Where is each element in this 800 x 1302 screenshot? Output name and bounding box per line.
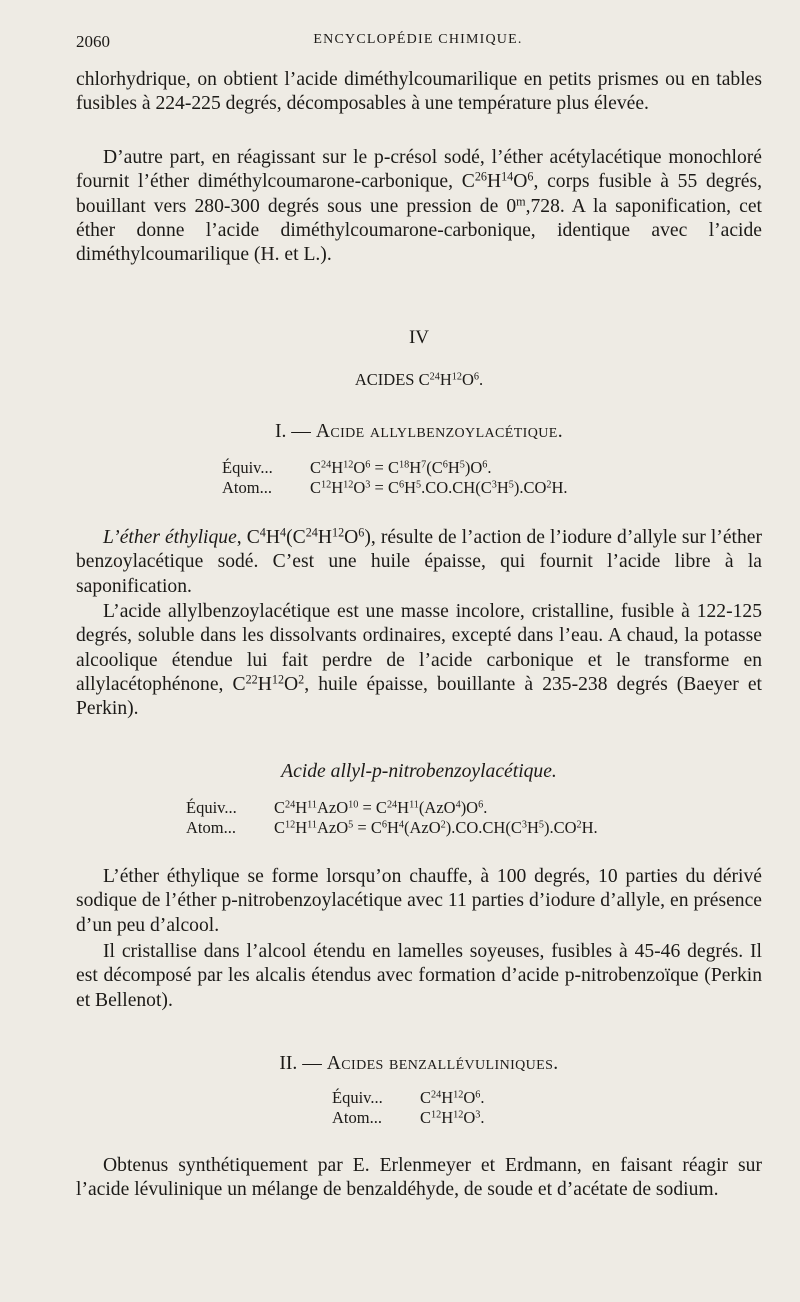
- formula-superscript: 6: [442, 459, 448, 471]
- formula-superscript: 11: [409, 799, 419, 811]
- formula-text: C: [420, 1108, 432, 1127]
- formula-text: = C: [370, 458, 399, 477]
- formula-text: H.: [551, 478, 568, 497]
- subheading-allylbenzoylacetique: I. — Acide allylbenzoylacétique.: [274, 421, 564, 442]
- formula-text: AzO: [317, 798, 349, 817]
- formula-text: C: [310, 478, 322, 497]
- formula-text: (AzO: [418, 798, 456, 817]
- paragraph-1-text: chlorhydrique, on obtient l’acide diméthylcoumarilique en petits prismes ou en tables fusibles à 224-225 degrés, décomposables à une température plus élevée.: [76, 69, 762, 115]
- formula-text: C: [310, 458, 322, 477]
- formula-text: C: [274, 798, 286, 817]
- formula-superscript: 3: [491, 479, 497, 491]
- formula-superscript: 6: [381, 819, 387, 831]
- formula-text: = C: [353, 818, 382, 837]
- formula-text: .: [483, 798, 488, 817]
- formula-superscript: 12: [453, 1109, 464, 1121]
- formula-superscript: 5: [348, 819, 354, 831]
- paragraph-2: D’autre part, en réagissant sur le p-crésol sodé, l’éther acétylacétique monochloré fournit l’éther diméthylcoumarone-carbonique, $C^{26}H^{14}O^6$, corps fusible à 55 degrés, bouillant vers 280-300 degrés sous une pression de 0$^m$,728. A la saponification, cet éther donne l’acide diméthylcoumarone-carbonique, identique avec l’acide diméthylcoumarilique (H. et L.).: [76, 147, 762, 266]
- formula-superscript: 12: [431, 1109, 442, 1121]
- formula-text: (AzO: [403, 818, 441, 837]
- formula-superscript: 24: [285, 799, 296, 811]
- formula-superscript: 11: [307, 819, 317, 831]
- formula-text: H: [397, 798, 410, 817]
- paragraph-7: Obtenus synthétiquement par E. Erlenmeyer et Erdmann, en faisant réagir sur l’acide lévulinique un mélange de benzaldéhyde, de soude et d’acétate de sodium.: [76, 1155, 762, 1201]
- formula-text: H: [526, 818, 539, 837]
- formula-text: = C: [370, 478, 399, 497]
- formula-superscript: 12: [321, 479, 332, 491]
- paragraph-5: L’éther éthylique se forme lorsqu’on chauffe, à 100 degrés, 10 parties du dérivé sodique de l’éther p-nitrobenzoylacétique avec 11 parties d’iodure d’allyle, en présence d’un peu d’alcool.: [76, 866, 762, 936]
- formula-text: H: [331, 478, 344, 497]
- formula-superscript: 6: [365, 459, 371, 471]
- page-number: 2060: [76, 32, 110, 51]
- formula-superscript: 7: [421, 459, 427, 471]
- formula-superscript: 11: [307, 799, 317, 811]
- paragraph-3: L’éther éthylique, $C^4H^4(C^{24}H^{12}O^6)$, résulte de l’action de l’iodure d’allyle sur l’éther benzoylacétique sodé. C’est une huile épaisse, qui fournit l’acide libre à la saponification.: [76, 525, 762, 597]
- paragraph-6: Il cristallise dans l’alcool étendu en lamelles soyeuses, fusibles à 45-46 degrés. Il est décomposé par les alcalis étendus avec formation d’acide p-nitrobenzoïque (Perkin et Bellenot).: [76, 941, 762, 1011]
- paragraph-1: [76, 68, 762, 117]
- formula-text: C: [420, 1088, 432, 1107]
- formula-superscript: 4: [398, 819, 404, 831]
- section-numeral: IV: [408, 327, 430, 348]
- formula-superscript: 24: [431, 1089, 442, 1101]
- formula-equiv-row: Équiv... $C^{24}H^{12}O^6$.: [332, 1088, 485, 1107]
- formula-text: H: [441, 1108, 454, 1127]
- formula-superscript: 12: [343, 479, 354, 491]
- formula-text: )O: [464, 458, 483, 477]
- formula-text: .CO.CH(C: [421, 478, 492, 497]
- formula-text: ).CO.CH(C: [445, 818, 522, 837]
- formula-text: .: [487, 458, 492, 477]
- formula-text: O: [463, 1108, 476, 1127]
- formula-atom-row: Atom... $C^{12}H^{12}O^3 = C^6H^5.CO.CH(C^3H^5).CO^2H$.: [222, 478, 568, 497]
- formula-text: )O: [460, 798, 479, 817]
- formula-text: H: [295, 818, 308, 837]
- formula-superscript: 6: [482, 459, 488, 471]
- formula-superscript: 12: [453, 1089, 464, 1101]
- formula-superscript: 6: [478, 799, 484, 811]
- formula-text: H: [331, 458, 344, 477]
- formula-text: H: [441, 1088, 454, 1107]
- formula-superscript: 2: [440, 819, 446, 831]
- running-title: ENCYCLOPÉDIE CHIMIQUE.: [313, 32, 523, 47]
- formula-text: = C: [358, 798, 387, 817]
- formula-superscript: 18: [398, 459, 410, 471]
- formula-superscript: 12: [285, 819, 296, 831]
- formula-superscript: 6: [398, 479, 405, 491]
- paragraph-4: L’acide allylbenzoylacétique est une masse incolore, cristalline, fusible à 122-125 degrés, soluble dans les dissolvants ordinaires, excepté dans l’eau. A chaud, la potasse alcoolique étendue lui fait perdre de l’acide carbonique et le transforme en allylacétophénone, $C^{22}H^{12}O^2$, huile épaisse, bouillante à 235-238 degrés (Baeyer et Perkin).: [76, 601, 762, 720]
- formula-text: .: [480, 1088, 485, 1107]
- page-header: [76, 32, 760, 56]
- section-heading: ACIDES $C^{24}H^{12}O^6$.: [354, 370, 484, 389]
- formula-text: H: [409, 458, 422, 477]
- formula-superscript: 5: [538, 819, 544, 831]
- formula-equiv-row: Équiv... $C^{24}H^{11}AzO^{10} = C^{24}H^{11}(AzO^4)O^6$.: [186, 798, 488, 817]
- formula-text: O: [463, 1088, 476, 1107]
- subheading-benzallevuliniques: II. — Acides benzallévuliniques.: [279, 1053, 559, 1074]
- formula-atom-row: Atom... $C^{12}H^{12}O^3$.: [332, 1108, 485, 1127]
- formula-superscript: 24: [386, 799, 398, 811]
- formula-superscript: 2: [576, 819, 582, 831]
- formula-superscript: 10: [348, 799, 359, 811]
- formula-text: H: [496, 478, 509, 497]
- formula-superscript: 5: [416, 479, 422, 491]
- formula-text: H.: [581, 818, 598, 837]
- formula-superscript: 12: [343, 459, 354, 471]
- formula-superscript: 5: [508, 479, 514, 491]
- formula-text: O: [353, 478, 366, 497]
- formula-superscript: 5: [459, 459, 465, 471]
- formula-nitro: [186, 798, 598, 838]
- formula-text: AzO: [317, 818, 349, 837]
- formula-superscript: 24: [321, 459, 332, 471]
- formula-atom-row: Atom... $C^{12}H^{11}AzO^5 = C^6H^4(AzO^2).CO.CH(C^3H^5).CO^2H$.: [186, 818, 598, 837]
- formula-equiv-row: Équiv... $C^{24}H^{12}O^6 = C^{18}H^7(C^6H^5)O^6$.: [222, 458, 492, 477]
- formula-superscript: 4: [455, 799, 461, 811]
- formula-text: ).CO: [513, 478, 547, 497]
- formula-text: (C: [426, 458, 443, 477]
- formula-text: H: [386, 818, 399, 837]
- formula-benzallevulinique: [332, 1088, 485, 1128]
- formula-allylbenzoyl: [222, 458, 568, 498]
- formula-text: H: [447, 458, 460, 477]
- formula-superscript: 3: [521, 819, 527, 831]
- formula-superscript: 2: [546, 479, 552, 491]
- formula-superscript: 3: [365, 479, 371, 491]
- formula-text: C: [274, 818, 286, 837]
- formula-text: O: [353, 458, 366, 477]
- formula-text: ).CO: [543, 818, 577, 837]
- formula-superscript: 6: [475, 1089, 481, 1101]
- formula-superscript: 3: [475, 1109, 481, 1121]
- formula-text: H: [404, 478, 416, 497]
- formula-text: .: [480, 1108, 485, 1127]
- formula-text: H: [295, 798, 308, 817]
- nitro-title: Acide allyl-p-nitrobenzoylacétique.: [281, 761, 557, 782]
